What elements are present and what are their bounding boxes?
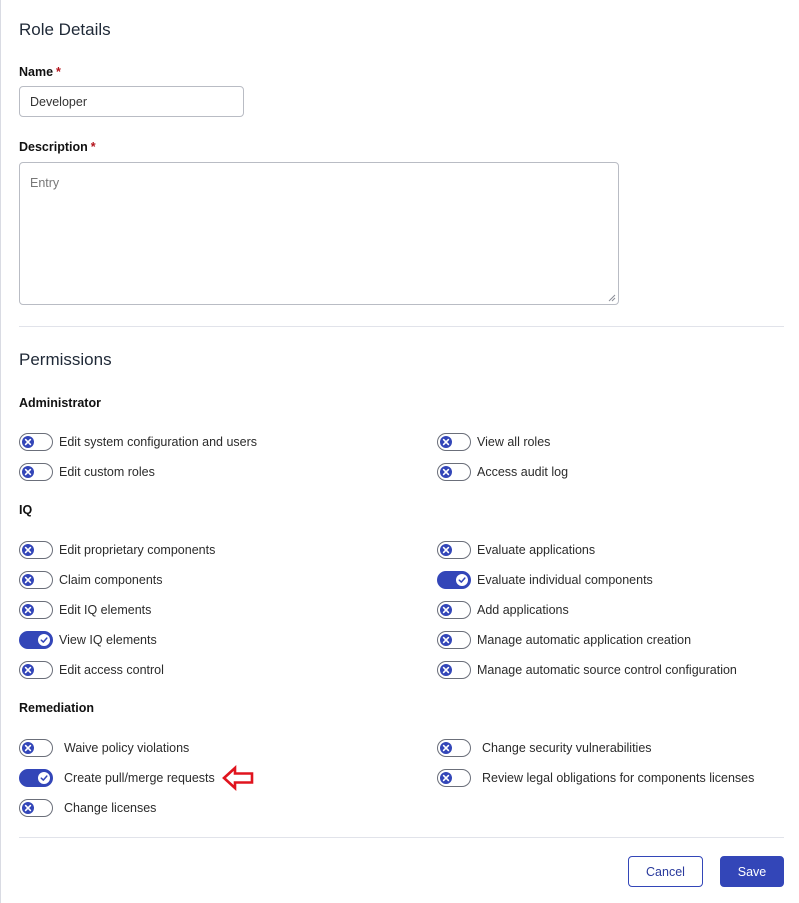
page-title: Role Details [19,20,111,39]
toggle-switch[interactable] [19,661,53,679]
x-icon [442,774,450,782]
check-icon [458,576,466,584]
toggle-switch[interactable] [437,631,471,649]
name-label-text: Name [19,65,54,79]
perm-label: Edit IQ elements [59,603,152,617]
resize-grip-icon[interactable] [606,292,616,302]
perm-view-iq-elements[interactable] [19,630,157,650]
perm-edit-iq-elements[interactable] [19,600,151,620]
perm-evaluate-individual-components[interactable] [437,570,653,590]
name-label [19,65,61,79]
x-icon [442,744,450,752]
perm-label: Review legal obligations for components licenses [482,771,755,785]
perm-label: Access audit log [477,465,569,479]
toggle-switch[interactable] [437,463,471,481]
description-required-mark: * [90,140,96,154]
perm-label: Evaluate individual components [477,573,653,587]
toggle-switch[interactable] [19,631,53,649]
perm-edit-proprietary-components[interactable] [19,540,215,560]
cancel-button[interactable]: Cancel [628,856,703,887]
toggle-switch[interactable] [437,739,471,757]
description-label-text: Description [19,140,88,154]
x-icon [24,438,32,446]
perm-waive-policy-violations[interactable] [19,738,189,758]
x-icon [24,666,32,674]
x-icon [442,438,450,446]
x-icon [442,606,450,614]
toggle-switch[interactable] [437,541,471,559]
perm-add-applications[interactable] [437,600,569,620]
section-iq: IQ [19,503,33,517]
toggle-switch[interactable] [19,571,53,589]
save-button[interactable]: Save [720,856,784,887]
x-icon [24,804,32,812]
perm-view-all-roles[interactable] [437,432,550,452]
section-divider-bottom [19,837,784,838]
toggle-switch[interactable] [19,463,53,481]
perm-label: Edit proprietary components [59,543,216,557]
toggle-switch[interactable] [19,769,53,787]
perm-label: Edit custom roles [59,465,155,479]
red-arrow-left-icon [222,765,254,791]
x-icon [24,546,32,554]
name-input[interactable] [19,86,244,117]
perm-label: Create pull/merge requests [64,771,215,785]
toggle-switch[interactable] [19,433,53,451]
perm-label: Manage automatic source control configuration [477,663,737,677]
name-required-mark: * [56,65,61,79]
perm-label: Edit system configuration and users [59,435,258,449]
toggle-switch[interactable] [19,739,53,757]
x-icon [24,606,32,614]
toggle-switch[interactable] [437,433,471,451]
permissions-title: Permissions [19,350,112,369]
perm-access-audit-log[interactable] [437,462,568,482]
perm-change-security-vulnerabilities[interactable] [437,738,652,758]
check-icon [40,636,48,644]
check-icon [40,774,48,782]
perm-label: View IQ elements [59,633,157,647]
toggle-switch[interactable] [19,799,53,817]
perm-evaluate-applications[interactable] [437,540,595,560]
perm-label: Waive policy violations [64,741,190,755]
x-icon [24,744,32,752]
x-icon [442,666,450,674]
perm-label: Evaluate applications [477,543,596,557]
perm-manage-automatic-source-control[interactable] [437,660,737,680]
perm-claim-components[interactable] [19,570,163,590]
perm-label: View all roles [477,435,551,449]
toggle-switch[interactable] [437,571,471,589]
toggle-switch[interactable] [19,541,53,559]
toggle-switch[interactable] [437,661,471,679]
perm-review-legal-obligations[interactable] [437,768,754,788]
section-administrator: Administrator [19,396,101,410]
x-icon [442,546,450,554]
description-label [19,140,96,154]
page-left-border [0,0,1,903]
toggle-switch[interactable] [437,769,471,787]
toggle-switch[interactable] [19,601,53,619]
perm-edit-access-control[interactable] [19,660,164,680]
perm-label: Change security vulnerabilities [482,741,652,755]
perm-edit-custom-roles[interactable] [19,462,155,482]
toggle-switch[interactable] [437,601,471,619]
perm-label: Edit access control [59,663,164,677]
perm-change-licenses[interactable] [19,798,156,818]
x-icon [24,468,32,476]
perm-label: Manage automatic application creation [477,633,692,647]
x-icon [24,576,32,584]
x-icon [442,468,450,476]
perm-manage-automatic-application-creation[interactable] [437,630,691,650]
perm-label: Claim components [59,573,163,587]
perm-label: Change licenses [64,801,157,815]
x-icon [442,636,450,644]
section-remediation: Remediation [19,701,95,715]
description-input[interactable] [19,162,619,305]
perm-edit-system-configuration[interactable] [19,432,257,452]
perm-create-pull-merge-requests[interactable] [19,768,215,788]
section-divider-top [19,326,784,327]
perm-label: Add applications [477,603,569,617]
